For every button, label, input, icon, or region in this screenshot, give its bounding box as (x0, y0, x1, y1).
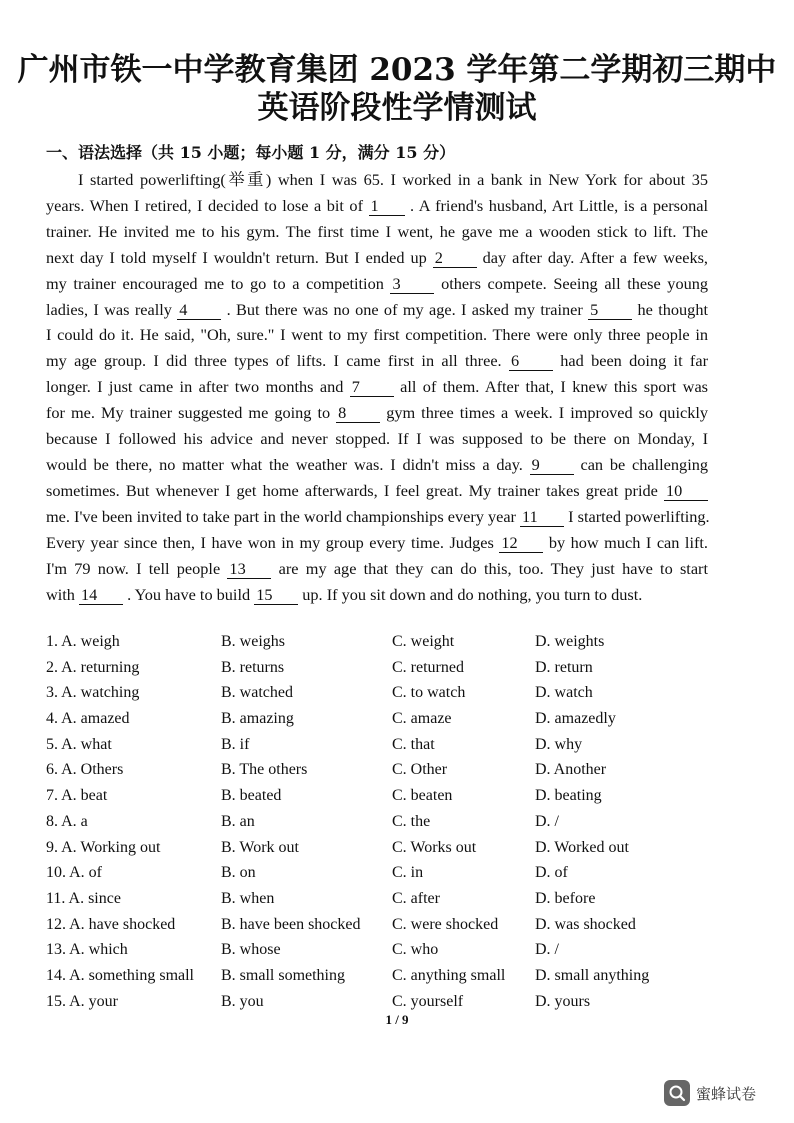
cloze-passage (46, 167, 708, 607)
option-d: D. of (535, 864, 568, 882)
blank-5: 5 (588, 301, 632, 320)
passage-line: years. When I retired, I decided to lose a bit of 1 . A friend's husband, Art Little, is a personal (46, 195, 708, 215)
options-list (46, 633, 726, 1018)
passage-line: trainer. He invited me to his gym. The first time I went, he gave me a wooden stick to lift. The (46, 221, 708, 241)
blank-7: 7 (350, 378, 394, 397)
option-d: D. return (535, 658, 593, 676)
option-b: B. The others (221, 761, 308, 779)
option-b: B. weighs (221, 633, 285, 650)
passage-line: for me. My trainer suggested me going to 8 gym three times a week. I improved so quickly (46, 403, 709, 423)
passage-line: I could do it. He said, "Oh, sure." I went to my first competition. There were only three people in (46, 325, 708, 345)
blank-14: 14 (79, 586, 123, 605)
option-b: B. small something (221, 966, 345, 984)
option-a: 15. A. your (46, 992, 118, 1010)
option-d: D. was shocked (535, 915, 636, 933)
exam-title-line-2: 英语阶段性学情测试 (257, 90, 537, 126)
option-c: C. weight (392, 633, 455, 650)
option-c: C. amaze (392, 710, 452, 728)
option-row (46, 967, 726, 993)
option-c: C. after (392, 889, 440, 907)
passage-line: ladies, I was really 4 . But there was no one of my age. I asked my trainer 5 he thought (46, 299, 708, 319)
option-a: 14. A. something small (46, 966, 194, 984)
blank-3: 3 (390, 275, 434, 294)
option-d: D. yours (535, 992, 591, 1010)
option-b: B. beated (221, 787, 282, 805)
passage-line: would be there, no matter what the weather was. I didn't miss a day. 9 can be challenging (46, 454, 708, 474)
option-row (46, 633, 726, 659)
option-c: C. in (392, 864, 424, 882)
passage-line: my trainer encouraged me to go to a competition 3 others compete. Seeing all these young (46, 273, 709, 293)
blank-4: 4 (177, 301, 221, 320)
option-b: B. amazing (221, 710, 294, 728)
option-a: 7. A. beat (46, 787, 108, 805)
option-b: B. if (221, 735, 250, 753)
option-c: C. who (392, 941, 439, 959)
option-c: C. beaten (392, 787, 453, 805)
passage-line: me. I've been invited to take part in the world championships every year 11 I started powerlifting. (46, 506, 710, 526)
blank-8: 8 (336, 404, 380, 423)
option-row (46, 890, 726, 916)
passage-line: Every year since then, I have won in my group every time. Judges 12 by how much I can lift. (46, 532, 708, 552)
option-c: C. the (392, 812, 431, 830)
option-b: B. whose (221, 941, 281, 959)
option-c: C. anything small (392, 966, 506, 984)
option-b: B. returns (221, 658, 285, 676)
passage-line: I'm 79 now. I tell people 13 are my age that they can do this, too. They just have to start (46, 558, 708, 578)
option-d: D. small anything (535, 966, 650, 984)
option-b: B. have been shocked (221, 915, 361, 933)
option-a: 8. A. a (46, 812, 88, 830)
option-d: D. weights (535, 633, 605, 650)
option-row (46, 736, 726, 762)
blank-11: 11 (520, 508, 564, 527)
blank-12: 12 (499, 534, 543, 553)
option-a: 2. A. returning (46, 658, 140, 676)
option-d: D. beating (535, 787, 602, 805)
passage-line: because I followed his advice and never stopped. If I was supposed to be there on Monday, I (46, 429, 708, 449)
option-d: D. why (535, 735, 583, 753)
option-row (46, 864, 726, 890)
section-heading: 一、语法选择（共 15 小题；每小题 1 分，满分 15 分） (46, 143, 456, 162)
blank-10: 10 (664, 482, 708, 501)
option-d: D. watch (535, 684, 593, 702)
option-b: B. when (221, 889, 275, 907)
watermark-text: 蜜蜂试卷 (696, 1084, 757, 1103)
option-a: 5. A. what (46, 735, 112, 753)
option-c: C. that (392, 735, 435, 753)
passage-line: next day I told myself I wouldn't return. But I ended up 2 day after day. After a few weeks, (46, 247, 708, 267)
option-row (46, 761, 726, 787)
option-row (46, 916, 726, 942)
option-d: D. / (535, 941, 559, 959)
option-row (46, 659, 726, 685)
option-b: B. Work out (221, 838, 299, 856)
option-b: B. you (221, 992, 264, 1010)
option-row (46, 839, 726, 865)
blank-9: 9 (530, 456, 574, 475)
option-a: 10. A. of (46, 864, 102, 882)
option-b: B. on (221, 864, 256, 882)
option-a: 12. A. have shocked (46, 915, 176, 933)
blank-15: 15 (254, 586, 298, 605)
passage-line: sometimes. But whenever I get home afterwards, I feel great. My trainer takes great pride 10 (46, 478, 708, 504)
option-row (46, 684, 726, 710)
option-b: B. watched (221, 684, 293, 702)
option-d: D. amazedly (535, 710, 616, 728)
option-a: 1. A. weigh (46, 633, 120, 650)
watermark (664, 1080, 756, 1106)
option-row (46, 787, 726, 813)
option-a: 9. A. Working out (46, 838, 161, 856)
passage-line: my age group. I did three types of lifts. I came first in all three. 6 had been doing it far (46, 351, 708, 371)
option-c: C. returned (392, 658, 464, 676)
option-b: B. an (221, 812, 255, 830)
search-magnifier-icon (664, 1080, 690, 1106)
option-c: C. to watch (392, 684, 466, 702)
option-d: D. / (535, 812, 559, 830)
blank-1: 1 (369, 197, 405, 216)
option-row (46, 941, 726, 967)
option-d: D. Worked out (535, 838, 629, 856)
passage-line: I started powerlifting(举重) when I was 65. I worked in a bank in New York for about 35 (78, 170, 708, 189)
option-c: C. were shocked (392, 915, 499, 933)
option-a: 11. A. since (46, 889, 121, 907)
blank-2: 2 (433, 249, 477, 268)
option-a: 4. A. amazed (46, 710, 130, 728)
option-row (46, 710, 726, 736)
option-a: 13. A. which (46, 941, 128, 959)
blank-13: 13 (227, 560, 271, 579)
option-d: D. before (535, 889, 596, 907)
passage-line: with 14 . You have to build 15 up. If you sit down and do nothing, you turn to dust. (46, 584, 643, 604)
option-c: C. yourself (392, 992, 464, 1010)
exam-title-line-1: 广州市铁一中学教育集团 2023 学年第二学期初三期中 (17, 52, 777, 88)
option-c: C. Works out (392, 838, 477, 856)
blank-6: 6 (509, 352, 553, 371)
option-a: 6. A. Others (46, 761, 124, 779)
option-a: 3. A. watching (46, 684, 140, 702)
option-row (46, 813, 726, 839)
option-d: D. Another (535, 761, 607, 779)
page-number: 1 / 9 (385, 1012, 409, 1027)
option-c: C. Other (392, 761, 448, 779)
passage-line: longer. I just came in after two months and 7 all of them. After that, I knew this sport was (46, 377, 709, 397)
